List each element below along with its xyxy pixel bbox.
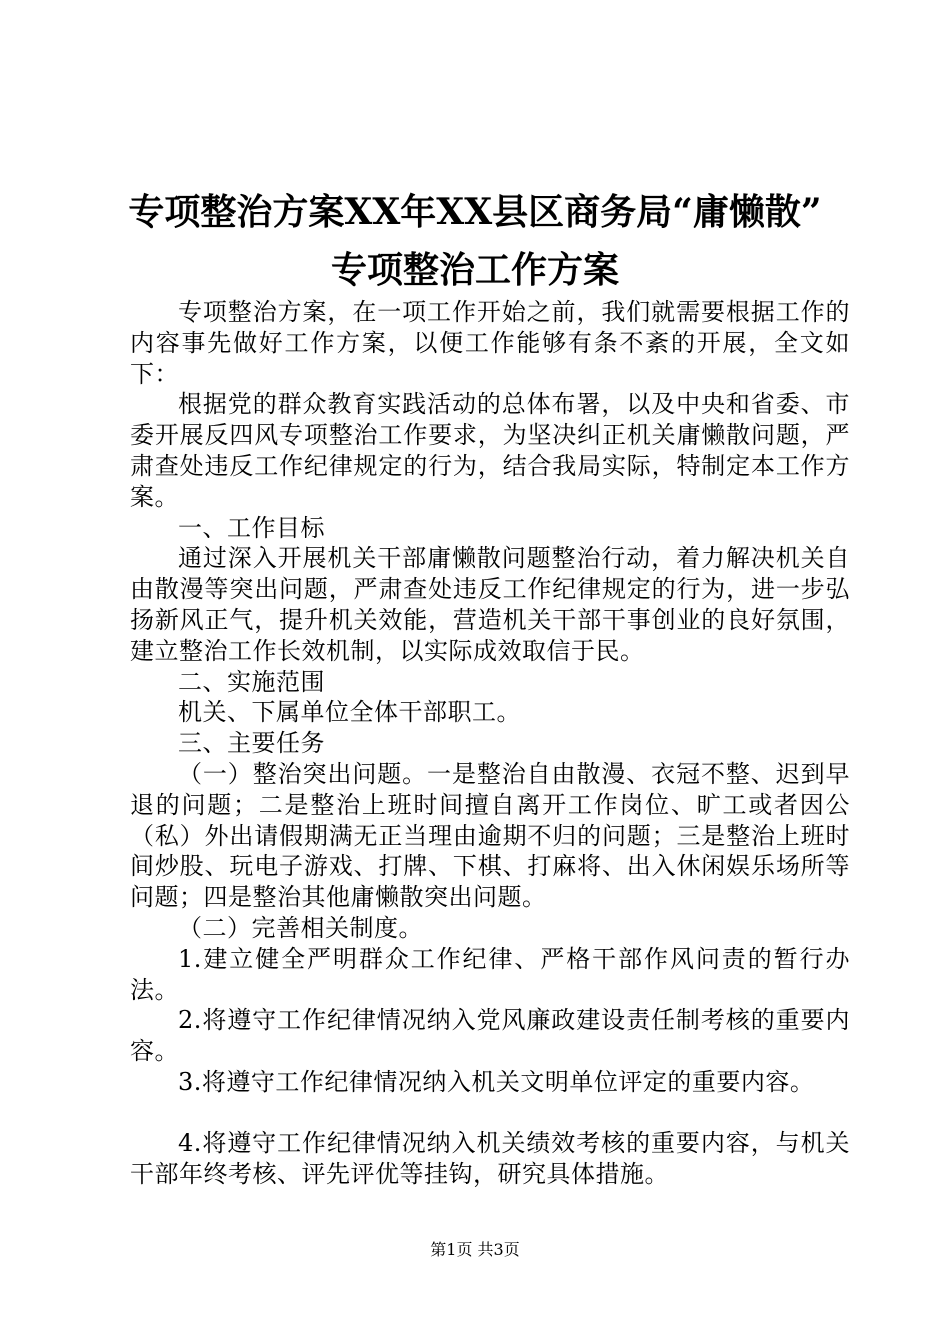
list-item-2: 2.将遵守工作纪律情况纳入党风廉政建设责任制考核的重要内容。 [130, 1006, 850, 1066]
paragraph-work-goal: 通过深入开展机关干部庸懒散问题整治行动，着力解决机关自由散漫等突出问题，严肃查处违反工作纪律规定的行为，进一步弘扬新风正气，提升机关效能，营造机关干部干事创业的良好氛围，建立整治工作长效机制，以实际成效取信于民。 [130, 544, 850, 665]
list-item-1: 1.建立健全严明群众工作纪律、严格干部作风问责的暂行办法。 [130, 944, 850, 1004]
list-item-4: 4.将遵守工作纪律情况纳入机关绩效考核的重要内容，与机关干部年终考核、评先评优等挂钩，研究具体措施。 [130, 1128, 850, 1188]
paragraph-intro: 专项整治方案，在一项工作开始之前，我们就需要根据工作的内容事先做好工作方案，以便工作能够有条不紊的开展，全文如下： [130, 298, 850, 388]
heading-work-goal: 一、工作目标 [178, 513, 325, 542]
document-title-line-2: 专项整治工作方案 [330, 249, 619, 291]
paragraph-task-1: （一）整治突出问题。一是整治自由散漫、衣冠不整、迟到早退的问题；二是整治上班时间擅自离开工作岗位、旷工或者因公（私）外出请假期满无正当理由逾期不归的问题；三是整治上班时间炒股、玩电子游戏、打牌、下棋、打麻将、出入休闲娱乐场所等问题；四是整治其他庸懒散突出问题。 [130, 759, 850, 912]
list-item-3: 3.将遵守工作纪律情况纳入机关文明单位评定的重要内容。 [178, 1067, 815, 1096]
paragraph-task-2: （二）完善相关制度。 [178, 913, 423, 942]
document-title-line-1: 专项整治方案XX年XX县区商务局“庸懒散” [128, 191, 822, 233]
paragraph-background: 根据党的群众教育实践活动的总体布署，以及中央和省委、市委开展反四风专项整治工作要求，为坚决纠正机关庸懒散问题，严肃查处违反工作纪律规定的行为，结合我局实际，特制定本工作方案。 [130, 390, 850, 511]
heading-main-tasks: 三、主要任务 [178, 729, 325, 758]
paragraph-scope: 机关、下属单位全体干部职工。 [178, 698, 521, 727]
heading-scope: 二、实施范围 [178, 667, 325, 696]
page-footer: 第1页 共3页 [430, 1240, 520, 1259]
document-body [130, 297, 850, 1189]
